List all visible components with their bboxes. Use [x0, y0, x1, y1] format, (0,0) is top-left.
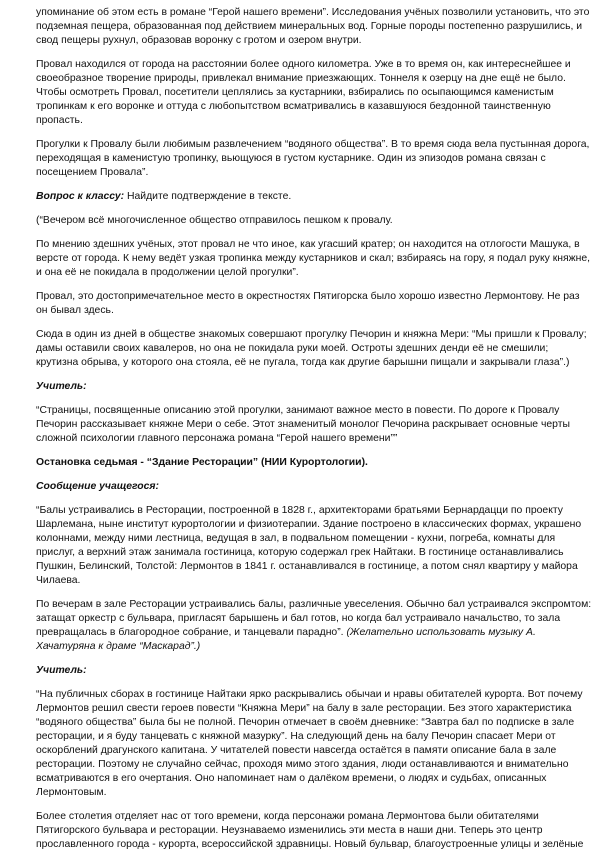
paragraph-3: Прогулки к Провалу были любимым развлечением “водяного общества”. В то время сюда вела пустынная дорога, переходящая в каменистую тропинку, вьющуюся в густом кустарнике. Один из эпизодов романа связан с посещением Провала”.	[36, 139, 590, 178]
section-heading: Остановка седьмая - “Здание Ресторации” (НИИ Курортологии).	[36, 457, 368, 468]
teacher-label-1: Учитель:	[36, 381, 87, 392]
paragraph-7: Сюда в один из дней в обществе знакомых совершают прогулку Печорин и княжна Мери: “Мы пришли к Провалу; дамы оставили своих кавалеров, но она не покидала руки моей. Остроты здешних денди её не смешили; крутизна обрыва, у которого она стояла, её не пугала, тогда как другие барышни пищали и закрывали глаза”.)	[36, 329, 587, 368]
paragraph-10-text: По вечерам в зале Ресторации устраивались балы, различные увеселения. Обычно бал устраивался экспромтом: затащат оркестр с бульвара, пригласят барышень и бал готов, но когда бал устраивало начальство, то зала превращалась в благородное собрание, и танцевали парадно”.	[36, 599, 592, 638]
paragraph-6: Провал, это достопримечательное место в окрестностях Пятигорска было хорошо известно Лермонтову. Не раз он бывал здесь.	[36, 291, 580, 316]
paragraph-8: “Страницы, посвященные описанию этой прогулки, занимают важное место в повести. По дороге к Провалу Печорин рассказывает княжне Мери о себе. Этот знаменитый монолог Печорина раскрывает основные черты сложной психологии главного персонажа романа “Герой нашего времени””	[36, 405, 570, 444]
paragraph-2: Провал находился от города на расстоянии более одного километра. Уже в то время он, как интереснейшее и своеобразное творение природы, привлекал внимание приезжающих. Тоннеля к озерцу на дне ещё не было. Чтобы осмотреть Провал, посетители цеплялись за кустарники, взбирались по осыпающимся каменистым тропинкам к его воронке и оттуда с любопытством всматривались в казавшуюся бездонной таинственную пропасть.	[36, 59, 571, 126]
class-question-label: Вопрос к классу:	[36, 191, 125, 202]
paragraph-1: упоминание об этом есть в романе “Герой нашего времени”. Исследования учёных позволили установить, что это подземная пещера, образованная под действием минеральных вод. Горные породы постепенно разрушились, и свод пещеры рухнул, образовав воронку с гротом и озером внутри.	[36, 7, 590, 46]
paragraph-5: По мнению здешних учёных, этот провал не что иное, как угасший кратер; он находится на отлогости Машука, в версте от города. К нему ведёт узкая тропинка между кустарников и скал; взбираясь на гору, я подал руку княжне, и она её не покидала в продолжении целой прогулки”.	[36, 239, 591, 278]
class-question	[36, 190, 592, 204]
class-question-text: Найдите подтверждение в тексте.	[124, 191, 292, 202]
paragraph-12: Более столетия отделяет нас от того времени, когда персонажи романа Лермонтова были обитателями Пятигорского бульвара и ресторации. Неузнаваемо изменились эти места в наши дни. Теперь это центр прославленного города - курорта, всероссийской здравницы. Новый бульвар, благоустроенные улицы и зелёные	[36, 811, 584, 850]
teacher-label-2: Учитель:	[36, 665, 87, 676]
student-message-label: Сообщение учащегося:	[36, 481, 159, 492]
paragraph-11: “На публичных сборах в гостинице Найтаки ярко раскрывались обычаи и нравы обитателей курорта. Вот почему Лермонтов решил свести героев повести “Княжна Мери” на балу в зале ресторации. Без этого характеристика “водяного общества” была бы не полной. Печорин отмечает в своём дневнике: “Завтра бал по подписке в зале ресторации, и я буду танцевать с княжной мазурку”. На следующий день на балу Печорин спасает Мери от оскорблений драгунского капитана. У читателей повести навсегда остаётся в памяти описание бала в зале ресторации. Поэтому не случайно сейчас, проходя мимо этого здания, люди останавливаются и внимательно всматриваются в его очертания. Оно напоминает нам о далёком времени, о людях и судьбах, описанных Лермонтовым.	[36, 689, 583, 798]
paragraph-9: “Балы устраивались в Ресторации, построенной в 1828 г., архитекторами братьями Бернардацци по проекту Шарлемана, ныне институт курортологии и физиотерапии. Здание построено в классических формах, украшено колоннами, между ними лестница, ведущая в зал, в подвальном помещении - кухни, погреба, комнаты для прислуг, а верхний этаж занимала гостиница, которую содержал грек Найтаки. В гостинице останавливались Пушкин, Белинский, Толстой: Лермонтов в 1841 г. останавливался в гостинице, а потом снял квартиру у майора Чилаева.	[36, 505, 582, 586]
paragraph-4: (“Вечером всё многочисленное общество отправилось пешком к провалу.	[36, 215, 393, 226]
music-note: (Желательно использовать музыку А. Хачатуряна к драме “Маскарад”.)	[36, 627, 536, 652]
paragraph-10	[36, 598, 592, 654]
